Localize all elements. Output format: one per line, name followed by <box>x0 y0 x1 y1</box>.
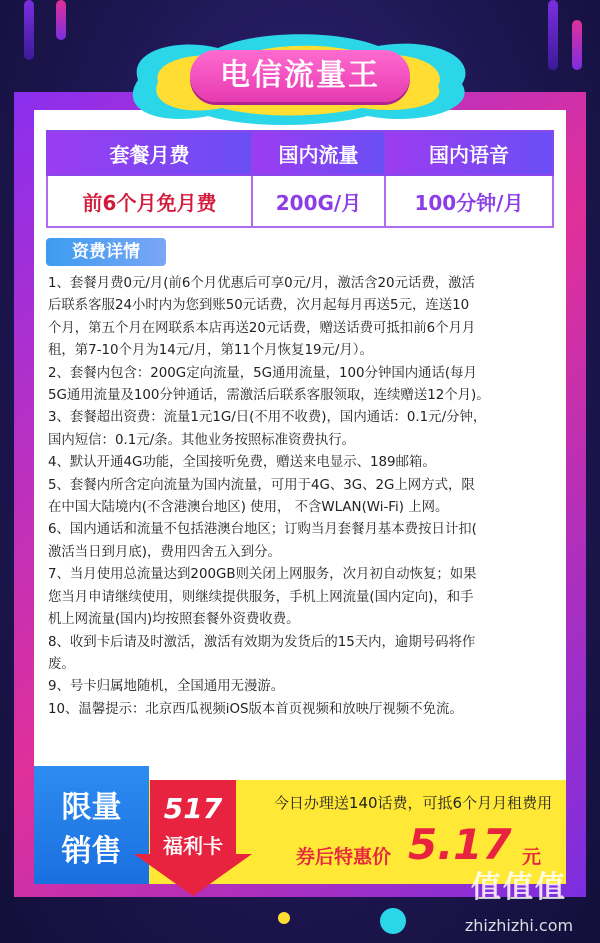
badge-line: 销售 <box>61 834 122 869</box>
table-cell: 100分钟/月 <box>385 175 553 227</box>
terms-line: 个月，第五个月在网联系本店再送20元话费，赠送话费可抵扣前6个月月 <box>48 320 476 336</box>
terms-line: 5G通用流量及100分钟通话，需激活后联系客服领取，连续赠送12个月)。 <box>48 388 490 404</box>
terms-line: 9、号卡归属地随机，全国通用无漫游。 <box>48 679 285 695</box>
terms-line: 8、收到卡后请及时激活，激活有效期为发货后的15天内，逾期号码将作 <box>48 634 476 650</box>
table-header: 国内语音 <box>385 131 553 175</box>
terms-line: 废。 <box>48 656 75 672</box>
decor-dot <box>278 912 290 924</box>
terms-line: 激活当日到月底)，费用四舍五入到分。 <box>48 544 281 560</box>
terms-list <box>48 273 552 721</box>
decor-stripe <box>24 0 34 60</box>
table-row <box>47 175 553 227</box>
decor-stripe <box>56 0 66 40</box>
table-header: 套餐月费 <box>47 131 252 175</box>
terms-line: 您当月申请继续使用，则继续提供服务，手机上网流量(国内定向)，和手 <box>48 589 474 605</box>
terms-line: 4、默认开通4G功能，全国接听免费，赠送来电显示、189邮箱。 <box>48 455 436 471</box>
terms-line: 10、温馨提示：北京西瓜视频iOS版本首页视频和放映厅视频不免流。 <box>48 701 463 717</box>
terms-line: 3、套餐超出资费：流量1元1G/日(不用不收费)，国内通话：0.1元/分钟， <box>48 410 487 426</box>
badge-line: 限量 <box>61 790 122 825</box>
watermark-site: zhizhizhi.com <box>464 916 574 935</box>
decor-dot <box>380 908 406 934</box>
table-cell: 200G/月 <box>252 175 385 227</box>
watermark-logo: 值值值 <box>471 870 567 905</box>
terms-line: 国内短信：0.1元/条。其他业务按照标准资费执行。 <box>48 432 356 448</box>
terms-line: 6、国内通话和流量不包括港澳台地区；订购当月套餐月基本费按日计扣( <box>48 522 477 538</box>
table-cell: 前6个月免月费 <box>47 175 252 227</box>
terms-line: 2、套餐内包含：200G定向流量，5G通用流量，100分钟国内通话(每月 <box>48 365 477 381</box>
promo-offer-text: 今日办理送140话费，可抵6个月月租费用 <box>273 794 553 812</box>
terms-line: 机上网流量(国内)均按照套餐外资费收费。 <box>48 612 300 628</box>
decor-stripe <box>572 20 582 70</box>
arrow-text: 福利卡 <box>163 834 223 858</box>
price-unit: 元 <box>522 846 542 868</box>
table-header-row <box>47 131 553 175</box>
price-label: 券后特惠价 <box>296 846 392 868</box>
promo-arrow <box>134 766 252 896</box>
page-title: 电信流量王 <box>220 58 380 93</box>
terms-line: 1、套餐月费0元/月(前6个月优惠后可享0元/月，激活含20元话费，激活 <box>48 276 475 291</box>
terms-line: 租，第7-10个月为14元/月，第11个月恢复19元/月）。 <box>48 343 373 359</box>
limited-sale-badge <box>34 766 149 884</box>
section-label: 资费详情 <box>46 238 166 266</box>
arrow-number: 517 <box>163 792 223 825</box>
price-value: 5.17 <box>408 820 512 869</box>
terms-line: 5、套餐内所含定向流量为国内流量，可用于4G、3G、2G上网方式，限 <box>48 477 475 493</box>
table-header: 国内流量 <box>252 131 385 175</box>
terms-line: 在中国大陆境内(不含港澳台地区) 使用， 不含WLAN(Wi-Fi) 上网。 <box>48 500 449 516</box>
terms-line: 7、当月使用总流量达到200GB则关闭上网服务，次月初自动恢复；如果 <box>48 567 477 583</box>
terms-line: 后联系客服24小时内为您到账50元话费，次月起每月再送5元，连送10 <box>48 298 470 314</box>
decor-stripe <box>548 0 558 70</box>
plan-table <box>46 130 554 228</box>
